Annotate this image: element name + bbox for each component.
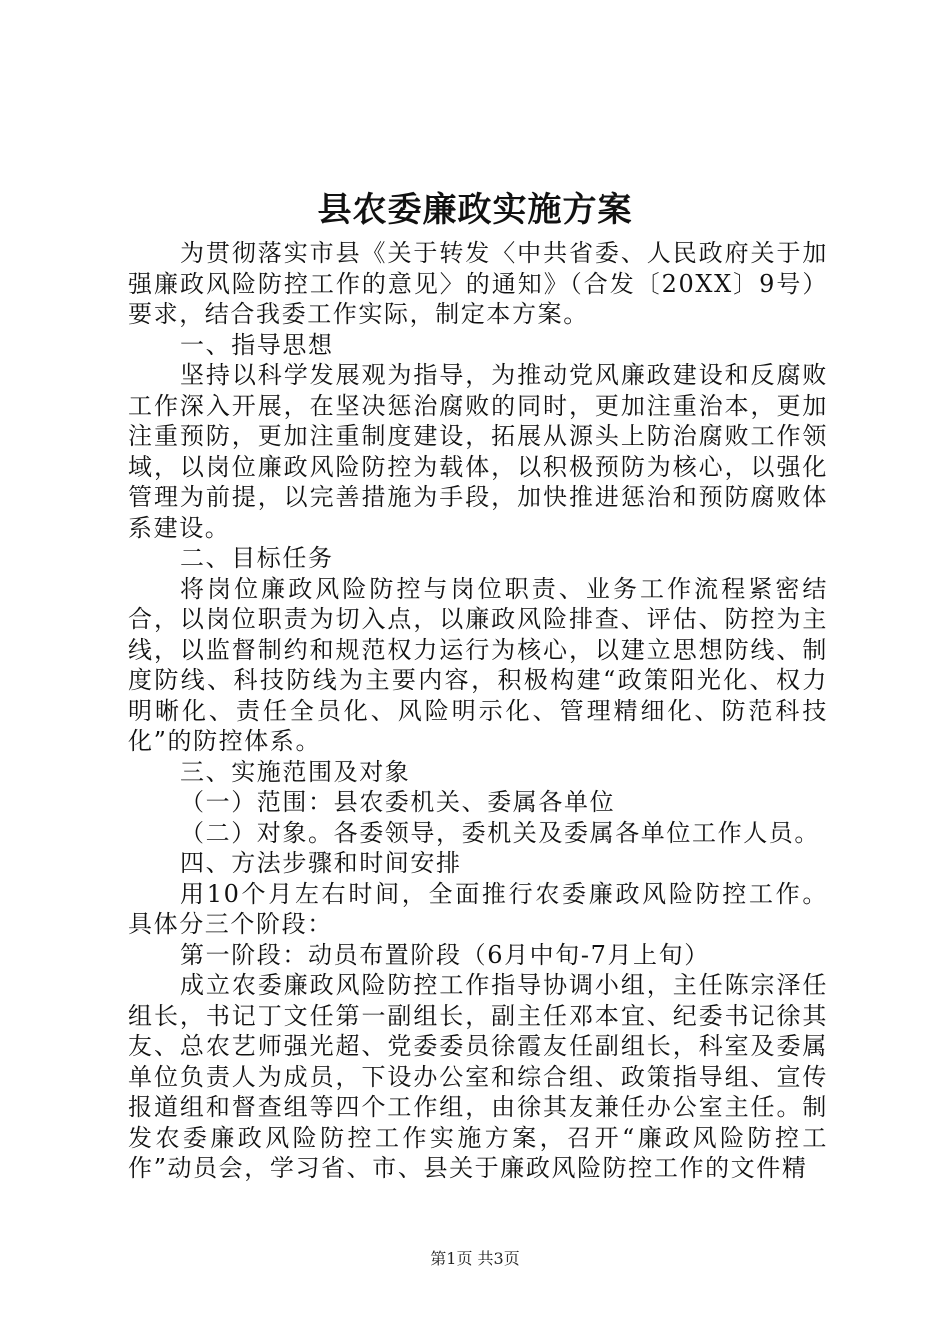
document-title: 县农委廉政实施方案 bbox=[317, 190, 633, 230]
intro-paragraph: 为贯彻落实市县《关于转发〈中共省委、人民政府关于加强廉政风险防控工作的意见〉的通知》（合发〔20XX〕9号）要求，结合我委工作实际，制定本方案。 bbox=[128, 239, 828, 328]
section-heading-guiding-ideology: 一、指导思想 bbox=[180, 330, 334, 359]
phase-one-paragraph: 成立农委廉政风险防控工作指导协调小组，主任陈宗泽任组长，书记丁文任第一副组长，副主任邓本宜、纪委书记徐其友、总农艺师强光超、党委委员徐霞友任副组长，科室及委属单位负责人为成员，下设办公室和综合组、政策指导组、宣传报道组和督查组等四个工作组，由徐其友兼任办公室主任。制发农委廉政风险防控工作实施方案，召开“廉政风险防控工作”动员会，学习省、市、县关于廉政风险防控工作的文件精 bbox=[128, 971, 828, 1182]
guiding-ideology-paragraph: 坚持以科学发展观为指导，为推动党风廉政建设和反腐败工作深入开展，在坚决惩治腐败的同时，更加注重治本，更加注重预防，更加注重制度建设，拓展从源头上防治腐败工作领域，以岗位廉政风险防控为载体，以积极预防为核心，以强化管理为前提，以完善措施为手段，加快推进惩治和预防腐败体系建设。 bbox=[128, 361, 828, 542]
goals-paragraph: 将岗位廉政风险防控与岗位职责、业务工作流程紧密结合，以岗位职责为切入点，以廉政风险排查、评估、防控为主线，以监督制约和规范权力运行为核心，以建立思想防线、制度防线、科技防线为主要内容，积极构建“政策阳光化、权力明晰化、责任全员化、风险明示化、管理精细化、防范科技化”的防控体系。 bbox=[128, 574, 828, 755]
section-heading-goals: 二、目标任务 bbox=[180, 544, 334, 572]
steps-intro-paragraph: 用10个月左右时间，全面推行农委廉政风险防控工作。具体分三个阶段： bbox=[128, 879, 828, 938]
scope-item-targets: （二）对象。各委领导，委机关及委属各单位工作人员。 bbox=[180, 818, 820, 847]
section-heading-steps: 四、方法步骤和时间安排 bbox=[180, 849, 462, 877]
phase-one-heading: 第一阶段：动员布置阶段（6月中旬-7月上旬） bbox=[180, 940, 710, 969]
page-footer: 第1页 共3页 bbox=[430, 1249, 520, 1268]
section-heading-scope: 三、实施范围及对象 bbox=[180, 757, 411, 786]
document-body bbox=[128, 238, 828, 1184]
scope-item-range: （一）范围：县农委机关、委属各单位 bbox=[180, 788, 616, 816]
